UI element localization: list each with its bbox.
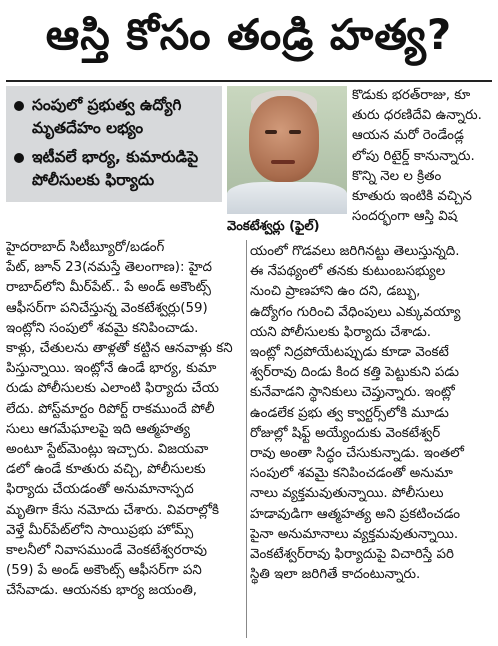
article-column-top-right xyxy=(352,86,494,227)
text-line: నాలు వ్యక్తమవుతున్నాయి. పోలీసులు xyxy=(250,486,444,502)
text-line: యంలో గొడవలు జరిగినట్టు తెలుస్తున్నది. xyxy=(250,244,460,259)
text-line: (59) పే అండ్ అకౌంట్స్ ఆఫీసర్‌గా పని xyxy=(6,563,202,579)
text-line: లేదు. పోస్ట్‌మార్టం రిపోర్ట్ రాకముందే పోలీ xyxy=(6,401,215,417)
text-line: కొడుకు భరత్‌రాజు, కూ xyxy=(352,88,471,103)
text-line: రావు అంతా సిద్ధం చేసుకున్నాడు. ఇంతలో xyxy=(250,446,464,462)
text-line: ఈ నేపథ్యంలో తనకు కుటుంబసభ్యుల xyxy=(250,264,446,280)
text-line: డలో ఉండే కూతురు వచ్చి, పోలీసులకు xyxy=(6,462,206,478)
text-line: మృతిగా కేసు నమోదు చేశారు. వివరాల్లోకి xyxy=(6,502,220,518)
headline: ఆస్తి కోసం తండ్రి హత్య? xyxy=(45,10,453,59)
text-line: కునేవాడని స్థానికులు చెప్తున్నారు. ఇంట్లో xyxy=(250,385,455,401)
text-line: కూతురు ఇంటికి వచ్చిన xyxy=(352,189,472,205)
text-line: రోజుల్లో షిఫ్ట్ అయ్యేందుకు వెంకటేశ్వర్ xyxy=(250,425,441,441)
highlight-text: ఇటీవలే భార్య, కుమారుడిపై పోలీసులకు ఫిర్యాదు xyxy=(32,148,199,189)
text-line: వెళ్తే మీర్‌పేట్‌లోని సాయిప్రభు హోమ్స్ xyxy=(6,522,194,538)
text-line: కాలనీలో నివాసముండే వెంకటేశ్వరరావు xyxy=(6,543,207,559)
bullet-icon xyxy=(14,153,24,163)
text-line: వెంకటేశ్వర్‌రావు ఫిర్యాదుపై విచారిస్తే పరి xyxy=(250,547,454,563)
article-column-left xyxy=(6,238,244,602)
text-line: తురు ధరణిదేవి ఉన్నారు. xyxy=(352,108,482,124)
text-line: రాబాద్‌లోని మీర్‌పేట్.. పే అండ్ అకౌంట్స్ xyxy=(6,280,211,296)
text-line: ఇంట్లో నిద్రపోయేటప్పుడు కూడా వెంకటే xyxy=(250,345,449,361)
bullet-icon xyxy=(14,101,24,111)
text-line: స్థితి ఇలా జరిగితే కాదంటున్నారు. xyxy=(250,567,421,583)
column-divider xyxy=(246,240,247,638)
text-line: పిస్తున్నాయి. ఇంట్లోనే ఉండే భార్య, కుమా xyxy=(6,361,217,377)
highlights-box xyxy=(6,86,222,202)
text-line: పేట్, జూన్ 23(నమస్తే తెలంగాణ): హైద xyxy=(6,260,213,276)
text-line: సంపులో శవమై కనిపించడంతో అనుమా xyxy=(250,466,453,482)
highlight-item xyxy=(14,94,214,140)
photo-caption: వెంకటేశ్వర్లు (ఫైల్) xyxy=(227,219,320,234)
text-line: రుడు పోలీసులకు ఎలాంటి ఫిర్యాదు చేయ xyxy=(6,381,219,397)
text-line: లోపు రిటైర్డ్ కానున్నారు. xyxy=(352,148,475,164)
highlight-text: సంపులో ప్రభుత్వ ఉద్యోగి మృతదేహం లభ్యం xyxy=(32,96,182,137)
text-line: ఆయన మరో రెండేండ్ల xyxy=(352,128,464,144)
text-line: శ్వర్‌రావు దిండు కింద కత్తి పెట్టుకుని పడు xyxy=(250,365,459,381)
text-line: సులు ఆగమేఘాలపై ఇది ఆత్మహత్య xyxy=(6,421,190,437)
text-line: ఫిర్యాదు చేయడంతో అనుమానాస్పద xyxy=(6,482,194,498)
text-line: నుంచి ప్రాణహాని ఉం దని, డబ్బు, xyxy=(250,284,421,300)
text-line: ఇంట్లోని సంపులో శవమై కనిపించాడు. xyxy=(6,320,199,336)
text-line: చేసేవాడు. ఆయనకు భార్య జయంతి, xyxy=(6,583,198,599)
text-line: అంటూ స్టేట్‌మెంట్లు ఇచ్చారు. విజయవా xyxy=(6,442,209,458)
text-line: హడావుడిగా ఆత్మహత్య అని ప్రకటించడం xyxy=(250,506,461,522)
text-line: పైనా అనుమానాలు వ్యక్తమవుతున్నాయి. xyxy=(250,526,459,542)
text-line: సందర్భంగా ఆస్తి విష xyxy=(352,209,458,225)
text-line: కొన్ని నెల ల క్రితం xyxy=(352,168,442,184)
portrait-photo xyxy=(227,86,347,214)
text-line: హైదరాబాద్ సిటీబ్యూరో/బడంగ్ xyxy=(6,240,165,255)
text-line: యని పోలీసులకు ఫిర్యాదు చేశాడు. xyxy=(250,324,432,340)
text-line: ఉద్యోగం గురించి వేధింపులు ఎక్కువయ్యా xyxy=(250,304,461,320)
text-line: కాళ్లు, చేతులను తాళ్లతో కట్టిన ఆనవాళ్లు కని xyxy=(6,341,233,357)
headline-rule xyxy=(6,80,492,82)
highlight-item xyxy=(14,146,214,192)
text-line: ఆఫీసర్‌గా పనిచేస్తున్న వెంకటేశ్వర్లు(59) xyxy=(6,300,208,316)
article-column-right xyxy=(250,242,494,585)
text-line: ఉండలేక ప్రభు త్వ క్వార్టర్స్‌లోకి మూడు xyxy=(250,405,449,421)
